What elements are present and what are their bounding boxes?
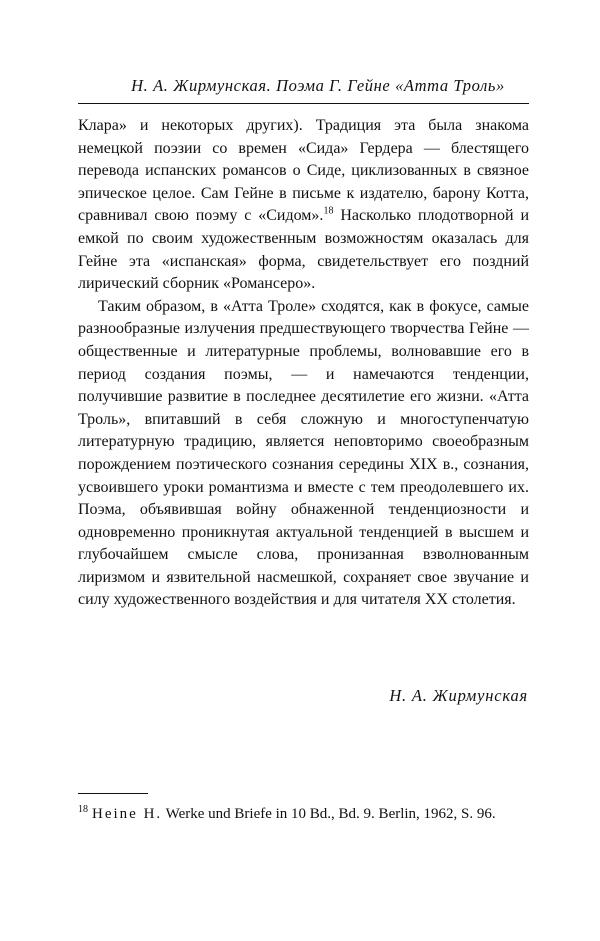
footnote — [78, 803, 529, 825]
paragraph-1 — [78, 115, 529, 296]
footnote-number: 18 — [78, 804, 88, 815]
header-rule — [78, 103, 529, 104]
paragraph-1-text-a: Клара» и некоторых других). Традиция эта была знакома немецкой поэзии со времен «Сида» Гердера — блестящего перевода испанских романсов о Сиде, циклизованных в связное эпическое целое. Сам Гейне в письме к издателю, барону Котта, сравнивал свою поэму с «Сидом». — [78, 117, 529, 225]
body-text — [78, 115, 529, 612]
paragraph-2: Таким образом, в «Атта Троле» сходятся, как в фокусе, самые разнообразные излучения предшествующего творчества Гейне — общественные и литературные проблемы, волновавшие его в период создания поэмы, — и намечаются тенденции, получившие развитие в последнее десятилетие его жизни. «Атта Троль», впитавший в себя сложную и многоступенчатую литературную традицию, является неповторимо своеобразным порождением поэтического сознания середины XIX в., сознания, усвоившего уроки романтизма и вместе с тем преодолевшего их. Поэма, объявившая войну обнаженной тенденциозности и одновременно проникнутая актуальной тенденцией в высшем и глубочайшем смысле слова, пронизанная взволнованным лиризмом и язвительной насмешкой, сохраняет свое звучание и силу художественного воздействия и для читателя XX столетия. — [78, 297, 529, 609]
running-head: Н. А. Жирмунская. Поэма Г. Гейне «Атта Троль» — [131, 76, 505, 95]
footnote-reference: 18 — [323, 206, 334, 218]
author-signature: Н. А. Жирмунская — [389, 686, 528, 705]
paragraph-1-text-b: Насколько плодотворной и емкой по своим художественным возможностям оказалась для Гейне эта «испанская» форма, свидетельствует его поздний лирический сборник «Романсеро». — [78, 207, 530, 293]
footnote-text: Werke und Briefe in 10 Bd., Bd. 9. Berlin, 1962, S. 96. — [162, 806, 496, 822]
footnote-author: Heine H. — [92, 806, 163, 822]
footnote-rule — [78, 793, 148, 794]
